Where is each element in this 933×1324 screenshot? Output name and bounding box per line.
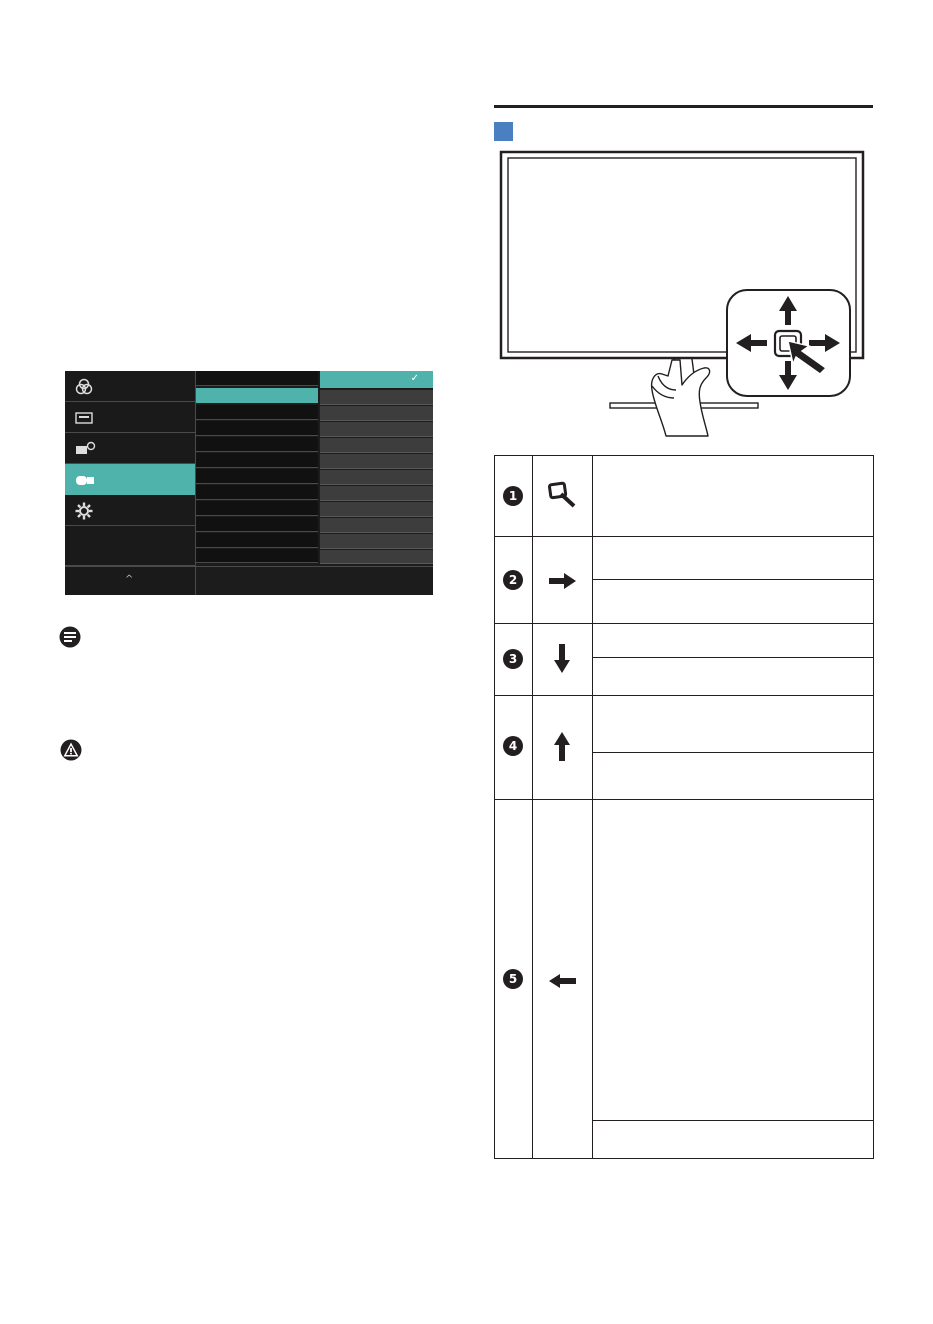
- input-settings-icon: [75, 440, 97, 458]
- table-row-line: [494, 799, 874, 800]
- table-subrow-line: [592, 657, 874, 658]
- row-number-badge: 2: [503, 570, 523, 590]
- row-number-badge: 4: [503, 736, 523, 756]
- osd-option-row[interactable]: [320, 454, 433, 469]
- osd-option-row[interactable]: [320, 406, 433, 421]
- input-source-icon: [75, 471, 97, 489]
- table-row-line: [494, 695, 874, 696]
- warning-icon: [59, 739, 83, 761]
- table-column-line: [532, 455, 533, 1159]
- osd-menu: [65, 371, 433, 595]
- osd-option-row[interactable]: [320, 518, 433, 533]
- hand-icon: [652, 360, 710, 436]
- color-circles-icon: [75, 378, 93, 396]
- osd-submenu-row[interactable]: [196, 549, 318, 563]
- caret-up-icon: ^: [125, 574, 134, 585]
- osd-item-audio[interactable]: [65, 433, 195, 464]
- table-border: [494, 455, 874, 456]
- arrow-down-icon: [553, 644, 571, 674]
- osd-submenu-row[interactable]: [196, 421, 318, 436]
- table-column-line: [592, 455, 593, 1159]
- magnifier-key-icon: [547, 480, 581, 510]
- osd-item-picture[interactable]: [65, 402, 195, 433]
- gear-icon: [75, 502, 93, 520]
- note-icon: [59, 626, 81, 648]
- arrow-up-icon: [553, 732, 571, 762]
- osd-option-row[interactable]: [320, 422, 433, 437]
- row-number-badge: 5: [503, 969, 523, 989]
- check-icon: ✓: [410, 373, 419, 384]
- control-table: [494, 455, 874, 1159]
- arrow-left-icon: [549, 973, 577, 989]
- monitor-illustration: [496, 150, 868, 440]
- table-row-line: [494, 536, 874, 537]
- osd-option-row[interactable]: [320, 486, 433, 501]
- osd-option-row[interactable]: [320, 438, 433, 453]
- table-border: [873, 455, 874, 1159]
- osd-submenu-row[interactable]: [196, 485, 318, 500]
- osd-option-row[interactable]: [320, 534, 433, 549]
- section-marker: [494, 122, 513, 141]
- osd-submenu-row[interactable]: [196, 533, 318, 548]
- table-subrow-line: [592, 1120, 874, 1121]
- osd-submenu-row[interactable]: [196, 371, 318, 386]
- table-border: [494, 455, 495, 1159]
- osd-submenu-row[interactable]: [196, 517, 318, 532]
- row-number-badge: 1: [503, 486, 523, 506]
- osd-option-row[interactable]: [320, 550, 433, 564]
- table-subrow-line: [592, 579, 874, 580]
- osd-item-setup[interactable]: [65, 495, 195, 526]
- osd-item-input[interactable]: [65, 464, 195, 495]
- osd-submenu-row[interactable]: [196, 453, 318, 468]
- osd-footer: [65, 566, 433, 595]
- osd-submenu-row[interactable]: [196, 469, 318, 484]
- osd-main-menu: [65, 371, 195, 595]
- osd-submenu-row[interactable]: [196, 405, 318, 420]
- osd-option-row[interactable]: [320, 502, 433, 517]
- table-row-line: [494, 623, 874, 624]
- osd-submenu-row-selected[interactable]: [196, 388, 318, 403]
- osd-item-color[interactable]: [65, 371, 195, 402]
- table-border: [494, 1158, 874, 1159]
- row-number-badge: 3: [503, 649, 523, 669]
- picture-format-icon: [75, 409, 93, 427]
- osd-option-row[interactable]: [320, 470, 433, 485]
- osd-submenu-row[interactable]: [196, 501, 318, 516]
- osd-option-row-selected[interactable]: [320, 371, 433, 388]
- osd-footer-divider: [195, 567, 196, 595]
- arrow-right-icon: [549, 572, 577, 590]
- osd-item-empty: [65, 526, 195, 566]
- table-subrow-line: [592, 752, 874, 753]
- section-rule: [494, 105, 873, 108]
- osd-submenu-row[interactable]: [196, 437, 318, 452]
- osd-option-row[interactable]: [320, 390, 433, 405]
